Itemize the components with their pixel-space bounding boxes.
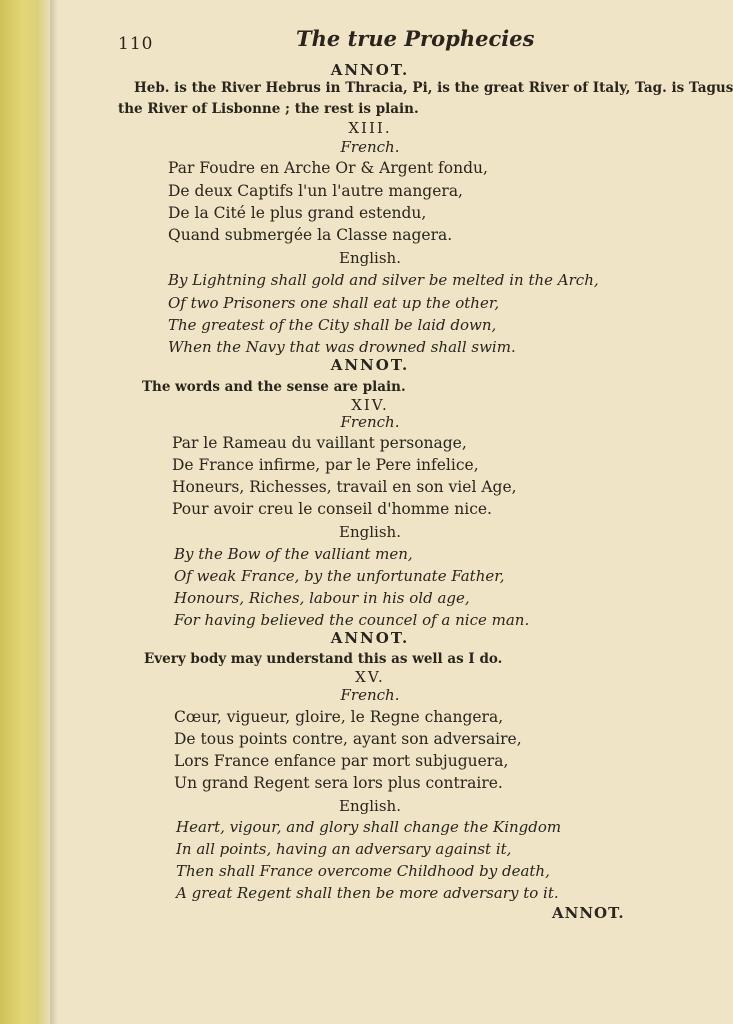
stanza-13-french-line-1: Par Foudre en Arche Or & Argent fondu, <box>168 159 488 177</box>
stanza-14-english-label: English. <box>339 523 401 541</box>
page-number: 110 <box>118 34 154 54</box>
stanza-14-annot-heading: ANNOT. <box>330 629 410 647</box>
stanza-13-numeral: XIII. <box>348 119 392 137</box>
stanza-13-english-line-1: By Lightning shall gold and silver be melted in the Arch, <box>168 271 599 289</box>
annot-heading-top: ANNOT. <box>330 61 410 79</box>
stanza-15-french-label: French. <box>340 686 400 704</box>
stanza-15-french-line-1: Cœur, vigueur, gloire, le Regne changera, <box>174 708 504 726</box>
stanza-13-annot-heading: ANNOT. <box>330 356 410 374</box>
stanza-15-english-line-1: Heart, vigour, and glory shall change the Kingdom <box>176 818 562 836</box>
stanza-13-french-line-3: De la Cité le plus grand estendu, <box>168 204 427 222</box>
stanza-14-annot-text: Every body may understand this as well as I do. <box>144 651 503 667</box>
catchword: ANNOT. <box>552 904 625 922</box>
stanza-14-english-line-1: By the Bow of the valliant men, <box>174 545 413 563</box>
stanza-15-english-label: English. <box>339 797 401 815</box>
stanza-14-french-label: French. <box>340 413 400 431</box>
stanza-13-english-line-3: The greatest of the City shall be laid down, <box>168 316 497 334</box>
annot-top-line-1: Heb. is the River Hebrus in Thracia, Pi, is the great River of Italy, Tag. is Tagus <box>134 80 733 96</box>
stanza-15-french-line-3: Lors France enfance par mort subjuguera, <box>174 752 509 770</box>
stanza-15-english-line-4: A great Regent shall then be more adversary to it. <box>176 884 559 902</box>
stanza-15-french-line-4: Un grand Regent sera lors plus contraire. <box>174 774 503 792</box>
stanza-14-french-line-1: Par le Rameau du vaillant personage, <box>172 434 467 452</box>
stanza-14-french-line-3: Honeurs, Richesses, travail en son viel Age, <box>172 478 517 496</box>
stanza-14-french-line-2: De France infirme, par le Pere infelice, <box>172 456 479 474</box>
stanza-13-annot-text: The words and the sense are plain. <box>142 379 406 395</box>
stanza-13-english-label: English. <box>339 249 401 267</box>
stanza-14-english-line-3: Honours, Riches, labour in his old age, <box>174 589 470 607</box>
stanza-13-english-line-2: Of two Prisoners one shall eat up the other, <box>168 294 500 312</box>
stanza-15-english-line-3: Then shall France overcome Childhood by death, <box>176 862 550 880</box>
stanza-14-english-line-4: For having believed the councel of a nice man. <box>174 611 530 629</box>
stanza-15-english-line-2: In all points, having an adversary against it, <box>176 840 512 858</box>
stanza-13-french-line-2: De deux Captifs l'un l'autre mangera, <box>168 182 463 200</box>
stanza-13-french-line-4: Quand submergée la Classe nagera. <box>168 226 453 244</box>
annot-top-line-2: the River of Lisbonne ; the rest is plain. <box>118 101 419 117</box>
stanza-15-numeral: XV. <box>355 668 385 686</box>
stanza-15-french-line-2: De tous points contre, ayant son adversaire, <box>174 730 522 748</box>
stanza-14-numeral: XIV. <box>351 396 389 414</box>
running-title: The true Prophecies <box>296 26 535 51</box>
stanza-14-english-line-2: Of weak France, by the unfortunate Father, <box>174 567 505 585</box>
stanza-13-english-line-4: When the Navy that was drowned shall swim. <box>168 338 516 356</box>
stanza-13-french-label: French. <box>340 138 400 156</box>
stanza-14-french-line-4: Pour avoir creu le conseil d'homme nice. <box>172 500 492 518</box>
